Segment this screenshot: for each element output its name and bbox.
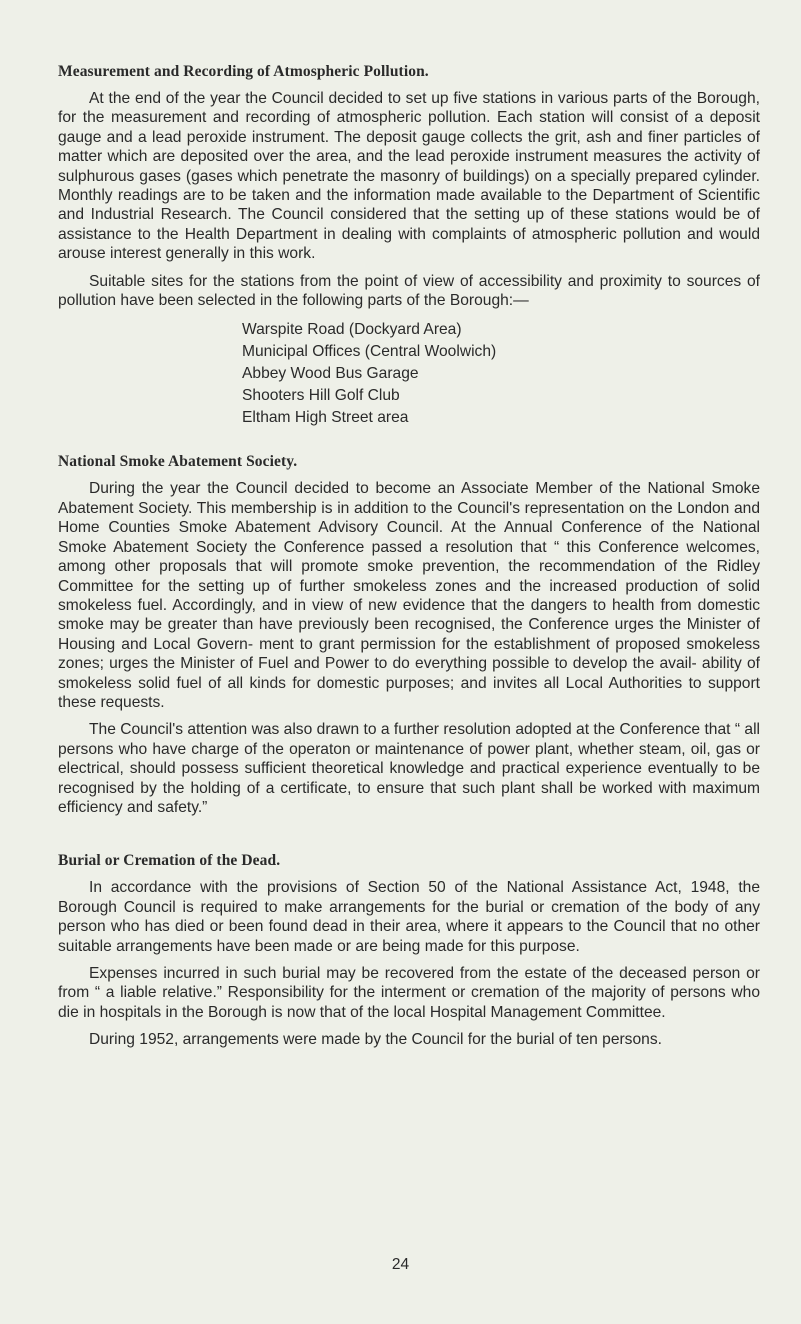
paragraph: At the end of the year the Council decided to set up five stations in various parts of the Borough, for the measurement and recording of atmospheric pollution. Each station will consist of a deposit gauge and a lead peroxide instrument. The deposit gauge collects the grit, ash and finer particles of matter which are deposited over the area, and the lead peroxide instrument measures the activity of sulphurous gases (gases which penetrate the masonry of buildings) on a specially prepared cylinder. Monthly readings are to be taken and the information made available to the Department of Scientific and Industrial Research. The Council considered that the setting up of these stations would be of assistance to the Health Department in dealing with complaints of atmospheric pollution and would arouse interest generally in this work. [58, 90, 760, 263]
page-number: 24 [391, 1256, 410, 1273]
paragraph: In accordance with the provisions of Section 50 of the National Assistance Act, 1948, the Borough Council is required to make arrangements for the burial or cremation of the body of any person who has died or been found dead in their area, where it appears to the Council that no other suitable arrangements have been made or are being made for this purpose. [58, 879, 760, 955]
paragraph: During the year the Council decided to become an Associate Member of the National Smoke Abatement Society. This membership is in addition to the Council's representation on the London and Home Counties Smoke Abatement Advisory Council. At the Annual Conference of the National Smoke Abatement Society the Conference passed a resolution that “ this Conference welcomes, among other proposals that will promote smoke prevention, the recommendation of the Ridley Committee for the setting up of further smokeless zones and the increased production of solid smokeless fuel. Accordingly, and in view of new evidence that the dangers to health from domestic smoke may be greater than have previously been recognised, the Conference urges the Minister of Housing and Local Govern- ment to grant permission for the establishment of proposed smokeless zones; urges the Minister of Fuel and Power to do everything possible to develop the avail- ability of smokeless solid fuel of all kinds for domestic purposes; and invites all Local Authorities to support these requests. [58, 480, 760, 711]
section-heading-atmospheric-pollution: Measurement and Recording of Atmospheric Pollution. [58, 63, 429, 80]
list-item: Shooters Hill Golf Club [242, 387, 400, 405]
paragraph: The Council's attention was also drawn to a further resolution adopted at the Conference that “ all persons who have charge of the operaton or maintenance of power plant, whether steam, oil, gas or electrical, should possess sufficient theoretical knowledge and practical experience eventually to be recognised by the holding of a certificate, to ensure that such plant shall be worked with maximum efficiency and safety.” [58, 721, 760, 816]
list-item: Warspite Road (Dockyard Area) [242, 321, 462, 339]
section-heading-smoke-abatement: National Smoke Abatement Society. [58, 453, 298, 471]
list-item: Abbey Wood Bus Garage [242, 365, 419, 383]
document-page [58, 62, 760, 1050]
paragraph: Suitable sites for the stations from the point of view of accessibility and proximity to sources of pollution have been selected in the following parts of the Borough:— [58, 272, 760, 310]
station-sites-list [58, 319, 760, 429]
list-item: Municipal Offices (Central Woolwich) [242, 343, 497, 361]
section-heading-burial-cremation: Burial or Cremation of the Dead. [58, 852, 281, 870]
paragraph: During 1952, arrangements were made by the Council for the burial of ten persons. [89, 1031, 662, 1049]
paragraph: Expenses incurred in such burial may be recovered from the estate of the deceased person or from “ a liable relative.” Responsibility for the interment or cremation of the majority of persons who die in hospitals in the Borough is now that of the local Hospital Management Committee. [58, 965, 760, 1021]
list-item: Eltham High Street area [242, 409, 409, 427]
